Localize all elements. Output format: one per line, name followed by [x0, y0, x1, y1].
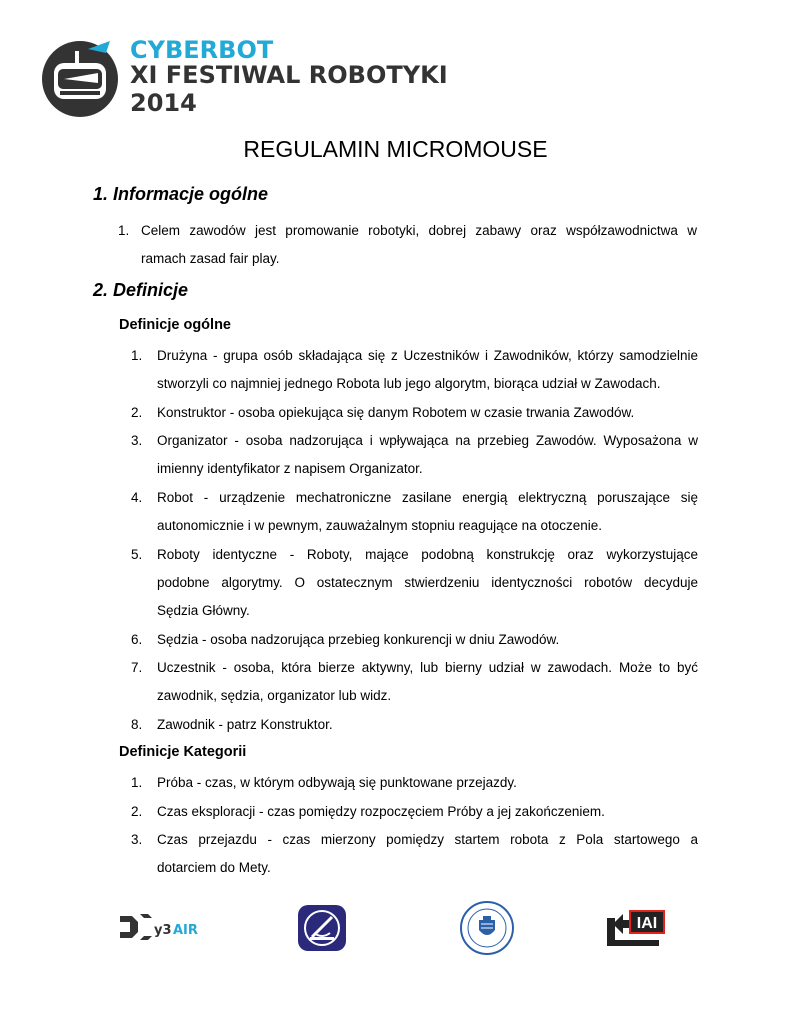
- document-title: REGULAMIN MICROMOUSE: [243, 136, 548, 162]
- list-text-line: Próba - czas, w którym odbywają się punktowane przejazdy.: [157, 775, 517, 790]
- robot-logo-icon: [40, 39, 120, 119]
- list-number: 5.: [131, 547, 143, 562]
- list-text-line: Drużyna - grupa osób składająca się z Uczestników i Zawodników, którzy samodzielnie: [157, 348, 698, 363]
- section-heading-1: 1. Informacje ogólne: [93, 184, 269, 204]
- svg-text:AIR: AIR: [173, 923, 198, 938]
- list-number: 1.: [118, 223, 130, 238]
- list-text-line: Roboty identyczne - Roboty, mające podobną konstrukcję oraz wykorzystujące: [157, 547, 698, 562]
- list-number: 1.: [131, 348, 143, 363]
- header: [38, 36, 458, 118]
- list-text-line: Uczestnik - osoba, która bierze aktywny, lub bierny udział w zawodach. Może to być: [157, 660, 698, 675]
- list-text-line: autonomicznie i w pewnym, zauważalnym stopniu reagujące na otoczenie.: [157, 518, 602, 533]
- header-line-3: 2014: [130, 89, 197, 117]
- subsection-heading-categories: Definicje Kategorii: [119, 744, 247, 760]
- cy3air-logo-icon: [118, 910, 210, 944]
- list-text-line: Celem zawodów jest promowanie robotyki, dobrej zabawy oraz współzawodnictwa w: [141, 223, 697, 238]
- header-line-1: CYBERBOT: [130, 36, 274, 64]
- list-number: 3.: [131, 832, 143, 847]
- list-text-line: Organizator - osoba nadzorująca i wpływająca na przebieg Zawodów. Wyposażona w: [157, 433, 698, 448]
- list-text-line: Konstruktor - osoba opiekująca się danym Robotem w czasie trwania Zawodów.: [157, 405, 635, 420]
- list-text-line: dotarciem do Mety.: [157, 860, 271, 875]
- list-text-line: Sędzia Główny.: [157, 603, 250, 618]
- list-text-line: stworzyli co najmniej jednego Robota lub jego algorytm, biorąca udział w Zawodach.: [157, 376, 661, 391]
- list-number: 7.: [131, 660, 143, 675]
- list-text-line: Zawodnik - patrz Konstruktor.: [157, 717, 333, 732]
- iai-logo-icon: [605, 908, 667, 946]
- section-heading-2: 2. Definicje: [93, 280, 189, 300]
- list-number: 3.: [131, 433, 143, 448]
- svg-text:y3: y3: [154, 923, 172, 938]
- list-number: 2.: [131, 405, 143, 420]
- list-number: 2.: [131, 804, 143, 819]
- footer-logos: [0, 896, 791, 958]
- list-text-line: Czas eksploracji - czas pomiędzy rozpoczęciem Próby a jej zakończeniem.: [157, 804, 605, 819]
- list-number: 4.: [131, 490, 143, 505]
- list-text-line: podobne algorytmy. O ostatecznym stwierdzeniu identyczności robotów decyduje: [157, 575, 698, 590]
- list-text-line: Sędzia - osoba nadzorująca przebieg konkurencji w dniu Zawodów.: [157, 632, 560, 647]
- list-text-line: imienny identyfikator z napisem Organizator.: [157, 461, 423, 476]
- faculty-logo-icon: [296, 903, 348, 953]
- list-text-line: zawodnik, sędzia, organizator lub widz.: [157, 688, 392, 703]
- list-number: 6.: [131, 632, 143, 647]
- header-line-2: XI FESTIWAL ROBOTYKI: [130, 61, 448, 89]
- list-text-line: ramach zasad fair play.: [141, 251, 280, 266]
- subsection-heading-general: Definicje ogólne: [119, 317, 231, 333]
- list-number: 1.: [131, 775, 143, 790]
- list-number: 8.: [131, 717, 143, 732]
- university-seal-icon: [459, 900, 515, 956]
- list-text-line: Czas przejazdu - czas mierzony pomiędzy startem robota z Pola startowego a: [157, 832, 698, 847]
- list-text-line: Robot - urządzenie mechatroniczne zasilane energią elektryczną poruszające się: [157, 490, 698, 505]
- iai-logo-text: IAI: [636, 915, 658, 932]
